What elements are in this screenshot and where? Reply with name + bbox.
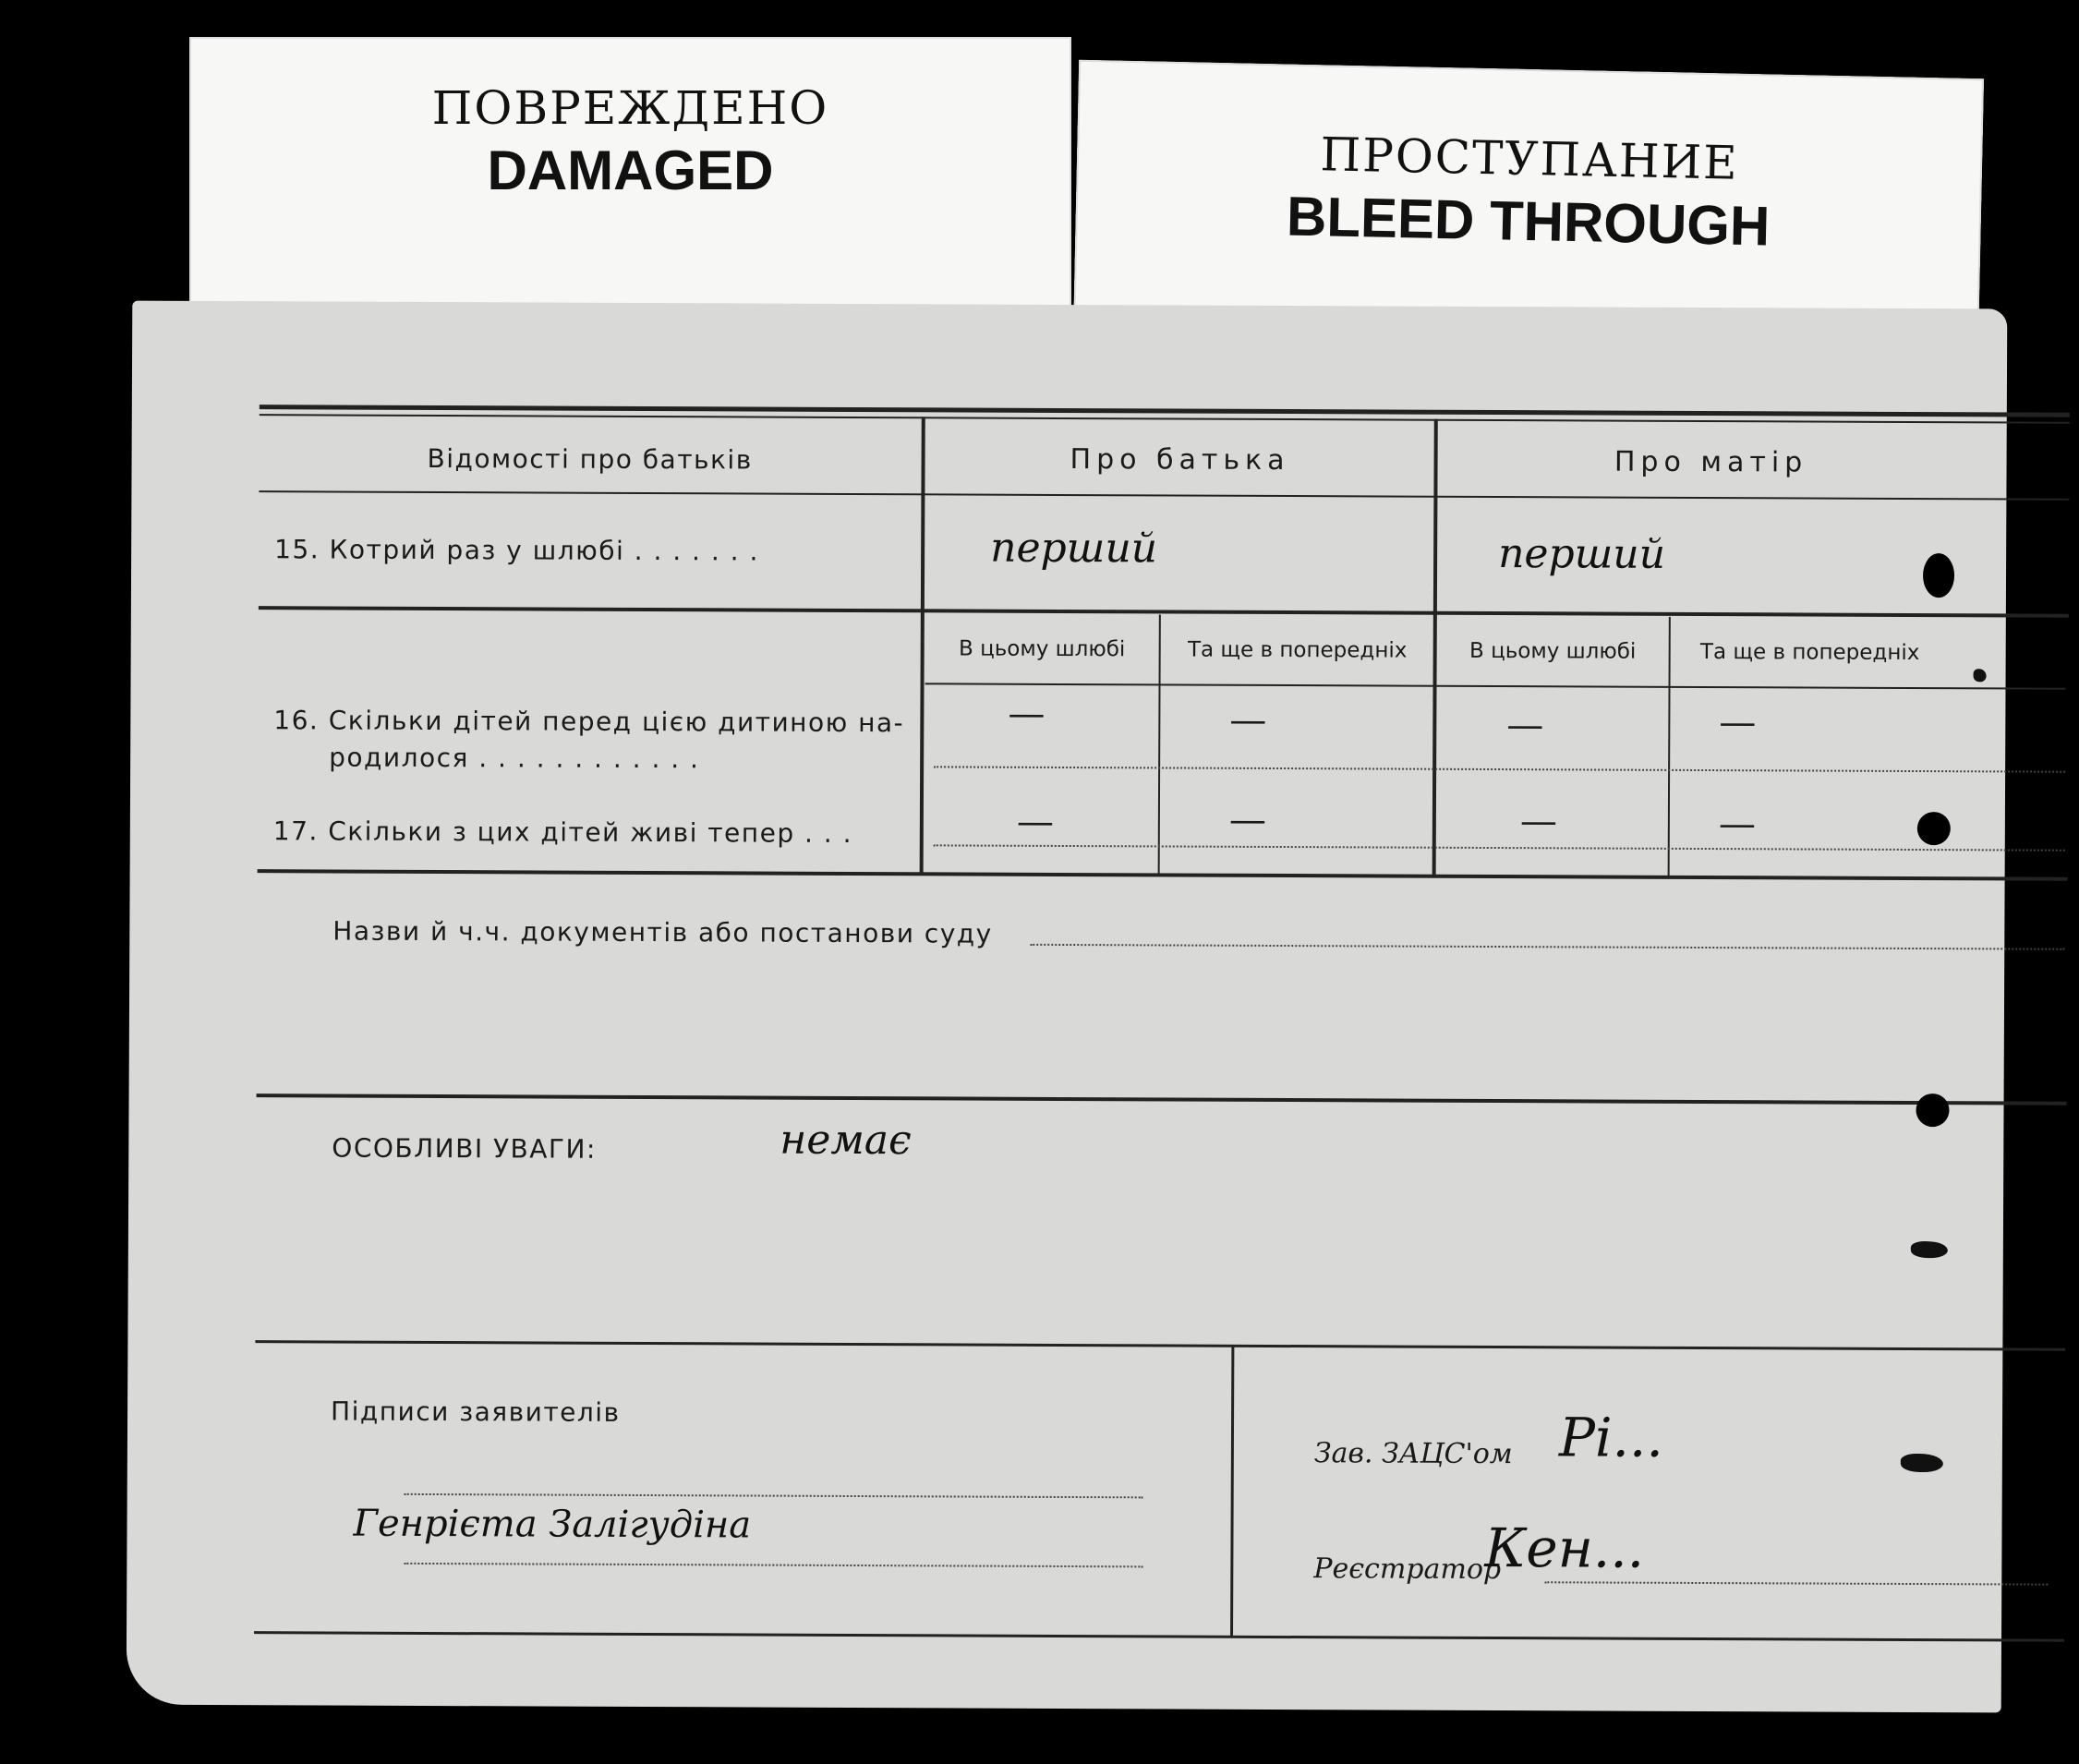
subheader-rule: [925, 683, 2066, 689]
bleed-label-en: BLEED THROUGH: [1286, 185, 1771, 258]
binding-hole: [1923, 553, 1954, 598]
damage-tear: [1911, 1241, 1948, 1258]
documents-dotted-line: [1030, 944, 2064, 950]
row-17-label: 17. Скільки з цих дітей живі тепер . . .: [272, 816, 853, 849]
binding-hole: [1916, 1093, 1949, 1127]
header-father: Про батька: [1070, 443, 1290, 477]
row-15-mother-value: перший: [1498, 530, 1666, 578]
row-16-mother-this: —: [1506, 704, 1544, 747]
row-16-label-line2: родилося . . . . . . . . . . . .: [329, 742, 700, 775]
head-of-registry-signature: Рі...: [1558, 1406, 1664, 1469]
row-16-mother-prev: —: [1719, 701, 1757, 744]
row-15-father-value: перший: [990, 524, 1158, 573]
damaged-label-ru: ПОВРЕЖДЕНО: [431, 81, 829, 135]
row-17-mother-prev: —: [1718, 803, 1756, 846]
subheader-previous-father: Та ще в попередніх: [1187, 637, 1408, 663]
row-17-mother-this: —: [1519, 800, 1557, 843]
signature-dotted-line-1: [405, 1493, 1143, 1498]
row-17-rule: [258, 869, 2068, 881]
registrar-dotted-line: [1544, 1581, 2048, 1585]
subheader-this-marriage-father: В цьому шлюбі: [958, 636, 1126, 662]
signature-dotted-line-2: [404, 1563, 1142, 1567]
header-mother: Про матір: [1614, 445, 1808, 479]
row-15-label: 15. Котрий раз у шлюбі . . . . . . .: [274, 534, 759, 567]
signatures-label: Підписи заявителів: [331, 1395, 621, 1428]
damage-spot: [1974, 669, 1987, 682]
header-parents-info: Відомості про батьків: [427, 442, 753, 476]
registrar-signature: Кен...: [1484, 1516, 1645, 1580]
row-16-father-prev: —: [1229, 698, 1267, 742]
form-sheet: [127, 301, 2008, 1713]
row-17-father-prev: —: [1228, 798, 1266, 841]
remarks-label: ОСОБЛИВІ УВАГИ:: [332, 1132, 597, 1165]
row-17-father-this: —: [1016, 800, 1054, 843]
bottom-rule: [254, 1631, 2064, 1642]
row-16-father-this: —: [1008, 692, 1046, 735]
row-15-rule: [259, 606, 2069, 618]
subheader-previous-mother: Та ще в попередніх: [1699, 639, 1920, 666]
remarks-value: немає: [780, 1116, 912, 1165]
signatures-divider: [1230, 1347, 1234, 1637]
header-rule: [259, 490, 2069, 501]
binding-hole: [1917, 812, 1951, 845]
row-16-label-line1: 16. Скільки дітей перед цією дитиною на-: [273, 705, 905, 739]
head-of-registry-label: Зав. ЗАЦС'ом: [1313, 1437, 1513, 1471]
signatures-top-rule: [255, 1340, 2065, 1351]
registrar-label: Реєстратор: [1313, 1553, 1502, 1587]
damaged-label-en: DAMAGED: [487, 139, 774, 201]
subheader-this-marriage-mother: В цьому шлюбі: [1469, 638, 1637, 664]
row-17-dotted-line: [934, 844, 2065, 851]
damaged-label-card: [189, 37, 1071, 323]
bleed-label-ru: ПРОСТУПАНИЕ: [1319, 127, 1740, 190]
remarks-top-rule: [257, 1093, 2067, 1106]
row-16-dotted-line: [934, 766, 2065, 772]
damage-tear: [1901, 1454, 1943, 1472]
applicant-signature: Генрієта Залігудіна: [353, 1502, 752, 1547]
documents-label: Назви й ч.ч. документів або постанови суду: [332, 915, 993, 949]
